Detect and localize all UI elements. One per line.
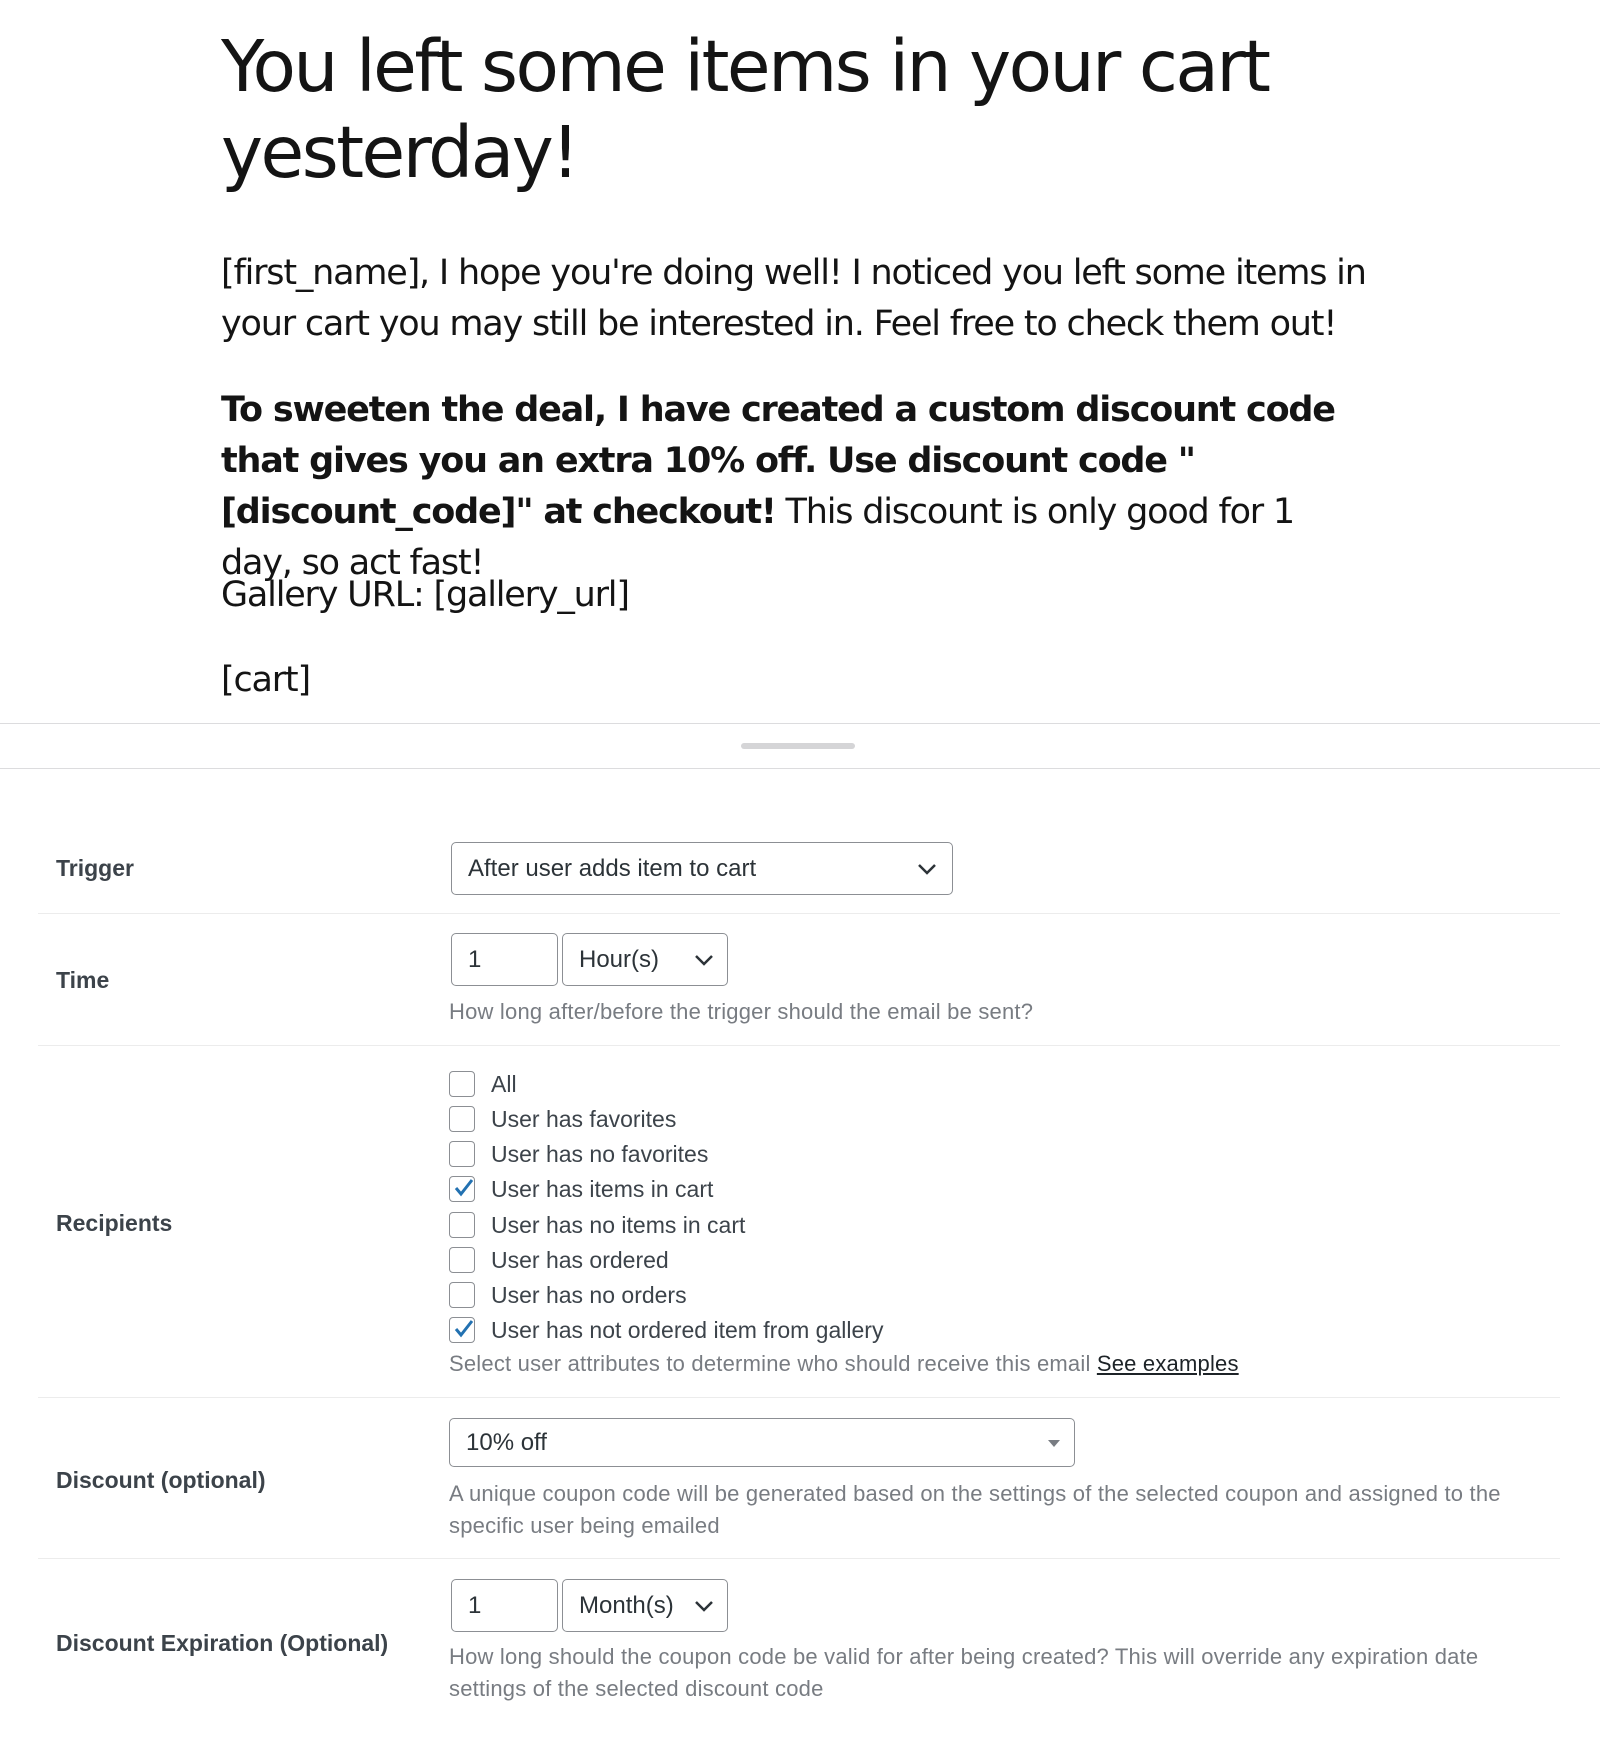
recipient-option-label: User has favorites (491, 1105, 677, 1132)
recipient-option-label: User has ordered (491, 1246, 669, 1273)
checkbox[interactable] (449, 1141, 475, 1167)
checkbox[interactable] (449, 1106, 475, 1132)
expiration-help-text: How long should the coupon code be valid for after being created? This will override any expiration date settings of the selected discount code (449, 1644, 1479, 1701)
email-discount-rest-text: This discount is only good for 1 day, so act fast! (221, 492, 1294, 583)
trigger-select[interactable] (451, 842, 953, 895)
recipient-option[interactable] (449, 1245, 669, 1275)
expiration-unit-select[interactable] (562, 1579, 728, 1632)
email-cart-line: [cart] (221, 660, 310, 700)
email-gallery-line: Gallery URL: [gallery_url] (221, 575, 629, 615)
email-heading: You left some items in your cart yesterday! (221, 25, 1269, 194)
preview-divider (0, 723, 1600, 724)
recipient-option[interactable] (449, 1104, 676, 1134)
recipients-help-text (449, 1348, 1239, 1380)
time-unit-value: Hour(s) (579, 945, 660, 973)
checkbox[interactable] (449, 1282, 475, 1308)
trigger-label: Trigger (56, 855, 134, 881)
email-paragraph-discount (221, 385, 1371, 589)
chevron-down-icon (693, 953, 715, 967)
checkmark-icon (451, 1175, 477, 1201)
caret-down-icon (1046, 1438, 1062, 1448)
time-amount-input[interactable] (451, 933, 558, 986)
recipient-option-label: User has not ordered item from gallery (491, 1316, 884, 1343)
checkbox[interactable] (449, 1247, 475, 1273)
expiration-unit-value: Month(s) (579, 1591, 674, 1619)
row-separator (38, 913, 1560, 914)
recipient-option-label: User has no items in cart (491, 1211, 746, 1238)
recipient-option-label: User has items in cart (491, 1175, 714, 1202)
row-separator (38, 1045, 1560, 1046)
checkbox-checked[interactable] (449, 1176, 475, 1202)
expiration-amount-input[interactable] (451, 1579, 558, 1632)
email-discount-bold-text: To sweeten the deal, I have created a custom discount code that gives you an extra 10% off. Use discount code "[discount_code]" at checkout! (221, 390, 1335, 532)
see-examples-link[interactable]: See examples (1096, 1351, 1239, 1376)
recipients-help-message: Select user attributes to determine who should receive this email (449, 1351, 1091, 1376)
discount-expiration-label: Discount Expiration (Optional) (56, 1630, 389, 1656)
time-unit-select[interactable] (562, 933, 728, 986)
discount-label: Discount (optional) (56, 1467, 266, 1493)
chevron-down-icon (916, 862, 938, 876)
discount-help-text: A unique coupon code will be generated based on the settings of the selected coupon and assigned to the specific user being emailed (449, 1481, 1501, 1538)
checkbox[interactable] (449, 1071, 475, 1097)
recipient-option[interactable] (449, 1315, 883, 1345)
checkbox[interactable] (449, 1212, 475, 1238)
recipient-option-label: User has no orders (491, 1281, 687, 1308)
recipient-option-label: User has no favorites (491, 1140, 709, 1167)
recipient-option-label: All (491, 1070, 517, 1097)
recipient-option[interactable] (449, 1139, 708, 1169)
email-preview (0, 0, 1600, 723)
settings-divider (0, 768, 1600, 769)
resize-handle[interactable] (741, 743, 855, 749)
chevron-down-icon (693, 1599, 715, 1613)
checkbox-checked[interactable] (449, 1317, 475, 1343)
email-paragraph-greeting: [first_name], I hope you're doing well! I noticed you left some items in your cart you may still be interested in. Feel free to check them out! (221, 253, 1366, 344)
row-separator (38, 1397, 1560, 1398)
expiration-amount-value: 1 (468, 1591, 482, 1619)
row-separator (38, 1558, 1560, 1559)
time-amount-value: 1 (468, 945, 482, 973)
recipient-option[interactable] (449, 1210, 745, 1240)
time-help-text: How long after/before the trigger should the email be sent? (449, 999, 1034, 1024)
discount-select-value: 10% off (466, 1428, 547, 1456)
discount-select[interactable] (449, 1418, 1075, 1467)
recipient-option[interactable] (449, 1069, 517, 1099)
recipient-option[interactable] (449, 1280, 687, 1310)
recipient-option[interactable] (449, 1174, 713, 1204)
time-label: Time (56, 967, 110, 993)
checkmark-icon (451, 1316, 477, 1342)
recipients-label: Recipients (56, 1210, 173, 1236)
trigger-select-value: After user adds item to cart (468, 854, 757, 882)
